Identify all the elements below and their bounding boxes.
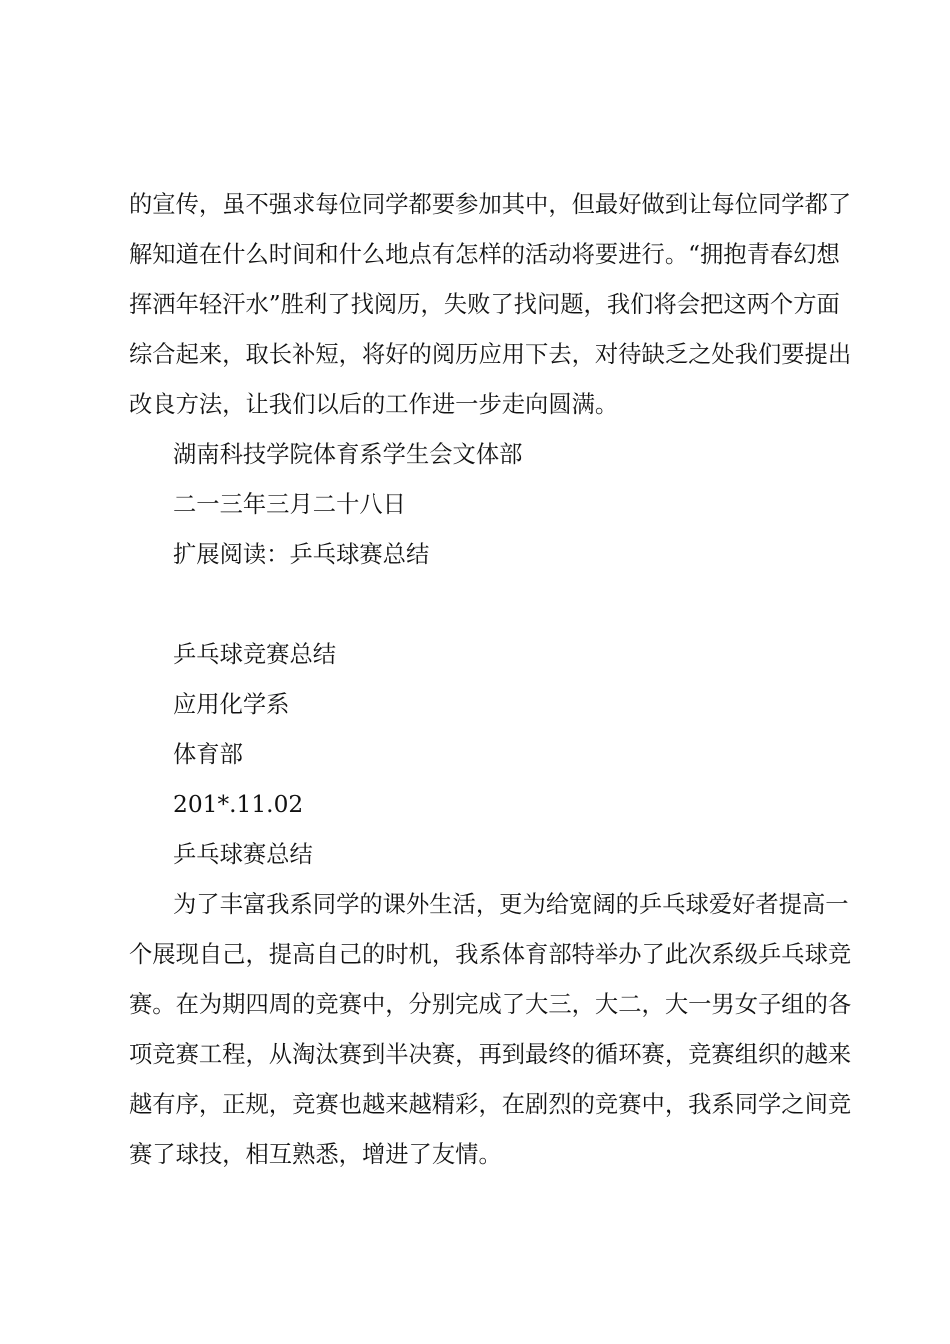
paragraph-1-line-2: 解知道在什么时间和什么地点有怎样的活动将要进行。“拥抱青春幻想 [129, 241, 840, 268]
paragraph-2-line-1: 为了丰富我系同学的课外生活，更为给宽阔的乒乓球爱好者提高一 [173, 891, 849, 918]
paragraph-1-line-1: 的宣传，虽不强求每位同学都要参加其中，但最好做到让每位同学都了 [129, 191, 852, 218]
signature-organization: 湖南科技学院体育系学生会文体部 [173, 441, 523, 468]
paragraph-2-line-6: 赛了球技，相互熟悉，增进了友情。 [129, 1141, 502, 1168]
section-date: 201*.11.02 [173, 791, 304, 818]
paragraph-1-line-4: 综合起来，取长补短，将好的阅历应用下去，对待缺乏之处我们要提出 [129, 341, 852, 368]
paragraph-2-line-5: 越有序，正规，竞赛也越来越精彩，在剧烈的竞赛中，我系同学之间竞 [129, 1091, 852, 1118]
section-department: 应用化学系 [173, 691, 290, 718]
section-unit: 体育部 [173, 741, 243, 768]
paragraph-1-line-5: 改良方法，让我们以后的工作进一步走向圆满。 [129, 391, 619, 418]
section-title: 乒乓球竞赛总结 [173, 641, 337, 668]
signature-date: 二一三年三月二十八日 [173, 491, 406, 518]
section-subtitle: 乒乓球赛总结 [173, 841, 313, 868]
paragraph-2-line-2: 个展现自己，提高自己的时机，我系体育部特举办了此次系级乒乓球竞 [129, 941, 852, 968]
paragraph-2-line-3: 赛。在为期四周的竞赛中，分别完成了大三，大二，大一男女子组的各 [129, 991, 852, 1018]
paragraph-2-line-4: 项竞赛工程，从淘汰赛到半决赛，再到最终的循环赛，竞赛组织的越来 [129, 1041, 852, 1068]
extended-reading-label: 扩展阅读：乒乓球赛总结 [173, 541, 430, 568]
paragraph-1-line-3: 挥洒年轻汗水”胜利了找阅历，失败了找问题，我们将会把这两个方面 [129, 291, 840, 318]
